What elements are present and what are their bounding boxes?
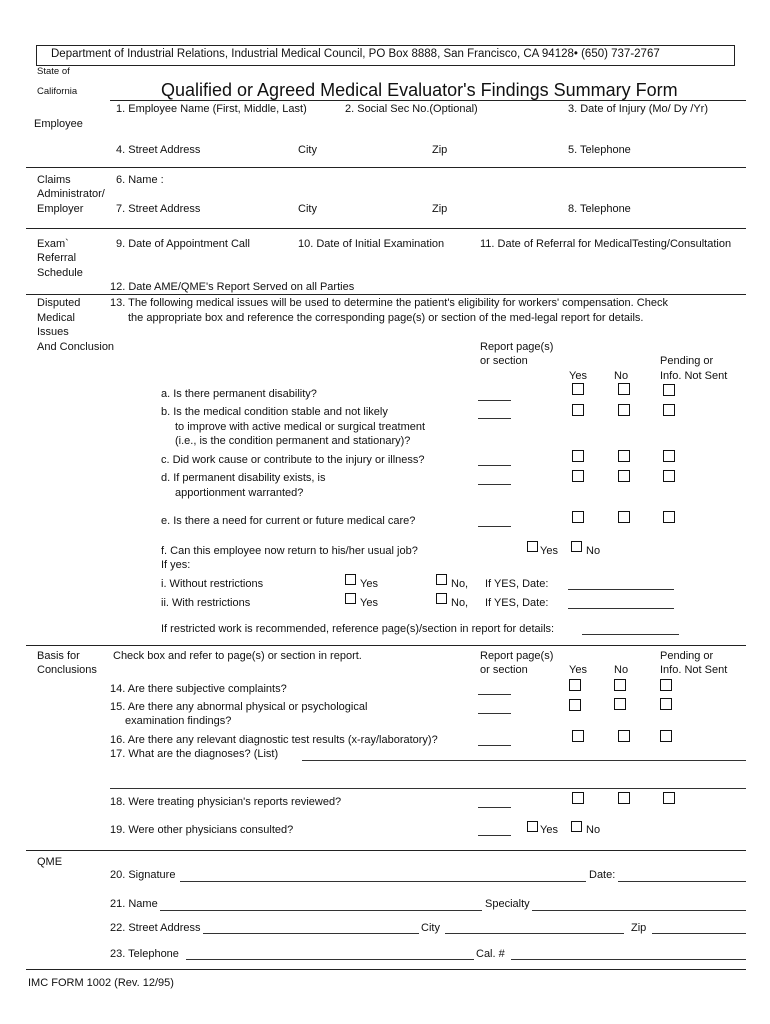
with-restrictions-label: ii. With restrictions [161,597,251,609]
checkbox-18-yes[interactable] [572,792,584,804]
question-16: 16. Are there any relevant diagnostic test results (x-ray/laboratory)? [110,734,438,746]
basis-pending-col-header-2: Info. Not Sent [660,664,728,676]
signature-date-label: Date: [589,869,616,881]
checkbox-e-no[interactable] [618,511,630,523]
report-page-15[interactable] [478,713,511,714]
checkbox-a-pending[interactable] [663,384,675,396]
claims-label-2: Administrator/ [37,188,105,200]
disputed-label-3: Issues [37,326,69,338]
report-page-14[interactable] [478,694,511,695]
basis-label-2: Conclusions [37,664,97,676]
restricted-work-label: If restricted work is recommended, reference page(s)/section in report for details: [161,623,555,635]
divider-claims [26,228,746,229]
basis-report-col-header-1: Report page(s) [480,650,554,662]
no-col-header: No [614,370,629,382]
claims-street-field[interactable]: 7. Street Address [116,203,201,215]
claims-zip-field[interactable]: Zip [432,203,448,215]
state-label-2: California [37,86,78,97]
qme-street-field[interactable] [203,933,419,934]
ii-date-field[interactable] [568,608,674,609]
checkbox-18-no[interactable] [618,792,630,804]
question-c: c. Did work cause or contribute to the injury or illness? [161,454,425,466]
checkbox-d-no[interactable] [618,470,630,482]
checkbox-e-pending[interactable] [663,511,675,523]
disputed-label-1: Disputed [37,297,81,309]
question-19: 19. Were other physicians consulted? [110,824,294,836]
employee-street-field[interactable]: 4. Street Address [116,144,201,156]
checkbox-f-yes[interactable] [527,541,538,552]
divider-basis [26,850,746,851]
checkbox-i-no[interactable] [436,574,447,585]
diagnoses-line-2[interactable] [110,788,746,789]
yes-col-header: Yes [569,370,587,382]
question-f: f. Can this employee now return to his/her usual job? [161,545,418,557]
f-no-label: No [586,545,601,557]
question-a: a. Is there permanent disability? [161,388,317,400]
q19-yes-label: Yes [540,824,558,836]
checkbox-a-yes[interactable] [572,383,584,395]
ssn-field[interactable]: 2. Social Sec No.(Optional) [345,103,478,115]
checkbox-16-yes[interactable] [572,730,584,742]
ii-yes-label: Yes [360,597,378,609]
checkbox-c-no[interactable] [618,450,630,462]
checkbox-19-no[interactable] [571,821,582,832]
qme-label: QME [37,856,63,868]
basis-instruction: Check box and refer to page(s) or section in report. [113,650,362,662]
qme-telephone-label: 23. Telephone [110,948,179,960]
claims-label-3: Employer [37,203,84,215]
specialty-field[interactable] [532,910,746,911]
qme-city-field[interactable] [445,933,624,934]
question-15-line-1: 15. Are there any abnormal physical or psychological [110,701,368,713]
form-title: Qualified or Agreed Medical Evaluator's Findings Summary Form [161,80,678,100]
divider-disputed [26,645,746,646]
referral-date-field[interactable]: 11. Date of Referral for MedicalTesting/Consultation [480,238,732,250]
initial-exam-field[interactable]: 10. Date of Initial Examination [298,238,445,250]
question-d-line-2: apportionment warranted? [175,487,304,499]
signature-date-field[interactable] [618,881,746,882]
checkbox-f-no[interactable] [571,541,582,552]
pending-col-header-2: Info. Not Sent [660,370,728,382]
report-page-c[interactable] [478,465,511,466]
checkbox-15-no[interactable] [614,698,626,710]
checkbox-b-no[interactable] [618,404,630,416]
report-col-header-1: Report page(s) [480,341,554,353]
checkbox-i-yes[interactable] [345,574,356,585]
checkbox-c-pending[interactable] [663,450,675,462]
claims-name-field[interactable]: 6. Name : [116,174,164,186]
checkbox-15-yes[interactable] [569,699,581,711]
cal-label: Cal. # [476,948,505,960]
qme-zip-label: Zip [631,922,647,934]
i-date-label: If YES, Date: [485,578,549,590]
without-restrictions-label: i. Without restrictions [161,578,264,590]
f-yes-label: Yes [540,545,558,557]
question-15-line-2: examination findings? [125,715,232,727]
checkbox-c-yes[interactable] [572,450,584,462]
i-no-label: No, [451,578,469,590]
question-e: e. Is there a need for current or future medical care? [161,515,416,527]
checkbox-16-pending[interactable] [660,730,672,742]
employee-telephone-field[interactable]: 5. Telephone [568,144,631,156]
i-date-field[interactable] [568,589,674,590]
checkbox-ii-no[interactable] [436,593,447,604]
checkbox-ii-yes[interactable] [345,593,356,604]
checkbox-16-no[interactable] [618,730,630,742]
question-d-line-1: d. If permanent disability exists, is [161,472,326,484]
q19-no-label: No [586,824,601,836]
report-page-a[interactable] [478,400,511,401]
employee-zip-field[interactable]: Zip [432,144,448,156]
q13-line-2: the appropriate box and reference the corresponding page(s) or section of the med-legal report for details. [128,312,644,324]
question-18: 18. Were treating physician's reports reviewed? [110,796,342,808]
basis-no-col-header: No [614,664,629,676]
report-served-field[interactable]: 12. Date AME/QME's Report Served on all Parties [110,281,355,293]
divider-employee [26,167,746,168]
signature-label: 20. Signature [110,869,176,881]
checkbox-a-no[interactable] [618,383,630,395]
signature-field[interactable] [180,881,586,882]
question-17: 17. What are the diagnoses? (List) [110,748,279,760]
basis-report-col-header-2: or section [480,664,528,676]
question-14: 14. Are there subjective complaints? [110,683,287,695]
ii-no-label: No, [451,597,469,609]
report-page-b[interactable] [478,418,511,419]
q13-line-1: 13. The following medical issues will be used to determine the patient's eligibility for workers' compensation. Check [110,297,668,309]
employee-city-field[interactable]: City [298,144,317,156]
diagnoses-line-1[interactable] [302,760,746,761]
checkbox-14-no[interactable] [614,679,626,691]
disputed-label-4: And Conclusion [37,341,115,353]
date-of-injury-field[interactable]: 3. Date of Injury (Mo/ Dy /Yr) [568,103,708,115]
report-page-19[interactable] [478,835,511,836]
exam-label-2: Referral [37,252,77,264]
basis-yes-col-header: Yes [569,664,587,676]
report-page-e[interactable] [478,526,511,527]
cal-field[interactable] [511,959,746,960]
qme-city-label: City [421,922,440,934]
disputed-label-2: Medical [37,312,75,324]
i-yes-label: Yes [360,578,378,590]
title-divider [110,100,746,101]
claims-label-1: Claims [37,174,71,186]
divider-exam [26,294,746,295]
report-col-header-2: or section [480,355,528,367]
exam-label-1: Exam` [37,238,69,250]
employee-name-field[interactable]: 1. Employee Name (First, Middle, Last) [116,103,307,115]
checkbox-d-yes[interactable] [572,470,584,482]
checkbox-19-yes[interactable] [527,821,538,832]
qme-telephone-field[interactable] [186,959,474,960]
checkbox-b-yes[interactable] [572,404,584,416]
qme-street-label: 22. Street Address [110,922,201,934]
divider-footer [26,969,746,970]
department-line: Department of Industrial Relations, Industrial Medical Council, PO Box 8888, San Francisco, CA 94128• (650) 737-2767 [51,48,660,60]
specialty-label: Specialty [485,898,530,910]
form-id: IMC FORM 1002 (Rev. 12/95) [28,977,174,989]
appointment-call-field[interactable]: 9. Date of Appointment Call [116,238,250,250]
restricted-work-field[interactable] [582,634,679,635]
checkbox-d-pending[interactable] [663,470,675,482]
name-label: 21. Name [110,898,158,910]
checkbox-18-pending[interactable] [663,792,675,804]
question-b-line-3: (i.e., is the condition permanent and stationary)? [175,435,411,447]
checkbox-14-pending[interactable] [660,679,672,691]
employee-section-label: Employee [34,118,83,130]
question-b-line-2: to improve with active medical or surgical treatment [175,421,426,433]
checkbox-14-yes[interactable] [569,679,581,691]
basis-pending-col-header-1: Pending or [660,650,714,662]
checkbox-e-yes[interactable] [572,511,584,523]
pending-col-header-1: Pending or [660,355,714,367]
qme-zip-field[interactable] [652,933,746,934]
exam-label-3: Schedule [37,267,83,279]
state-label-1: State of [37,66,70,77]
claims-city-field[interactable]: City [298,203,317,215]
basis-label-1: Basis for [37,650,80,662]
ii-date-label: If YES, Date: [485,597,549,609]
report-page-16[interactable] [478,745,511,746]
name-field[interactable] [160,910,482,911]
question-b-line-1: b. Is the medical condition stable and not likely [161,406,388,418]
checkbox-15-pending[interactable] [660,698,672,710]
report-page-18[interactable] [478,807,511,808]
claims-telephone-field[interactable]: 8. Telephone [568,203,631,215]
if-yes-label: If yes: [161,559,191,571]
report-page-d[interactable] [478,484,511,485]
checkbox-b-pending[interactable] [663,404,675,416]
